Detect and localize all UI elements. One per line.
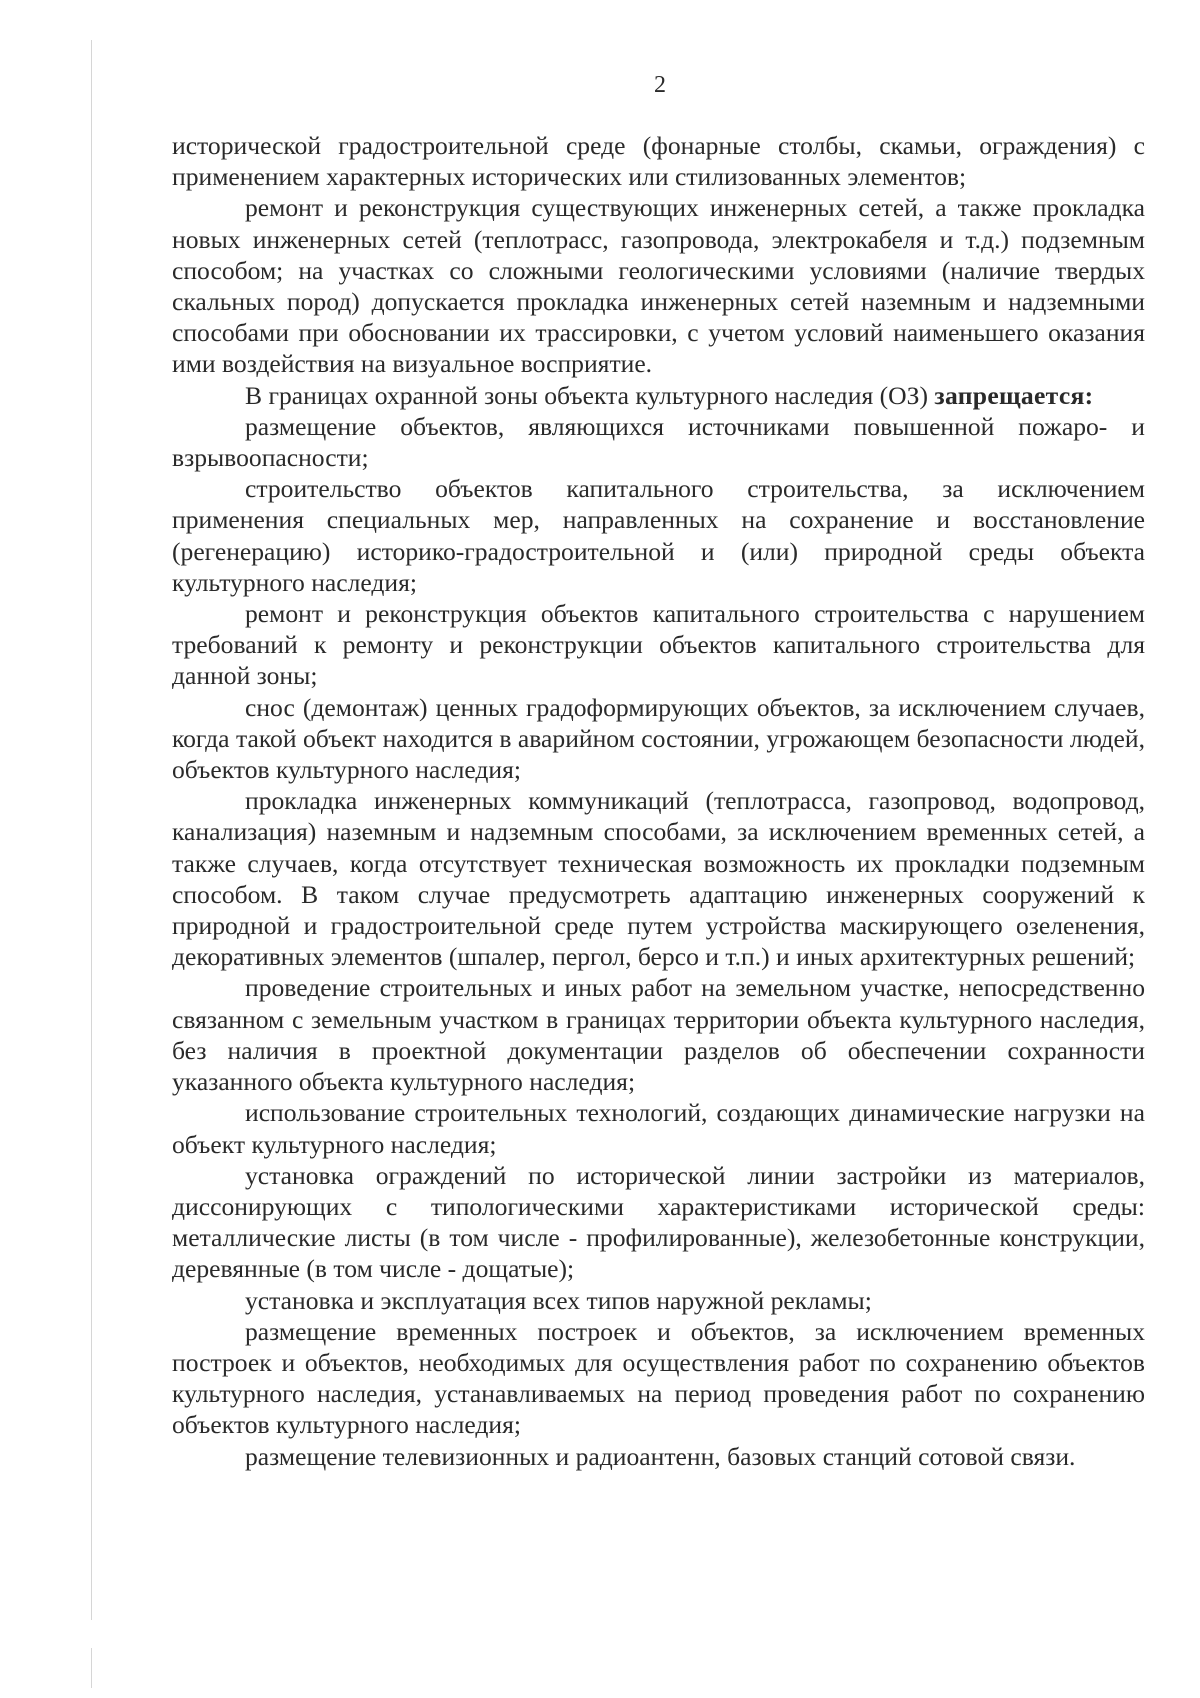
scan-left-edge-line-lower	[91, 1648, 92, 1688]
list-item-advertising: установка и эксплуатация всех типов наружной рекламы;	[245, 1285, 872, 1315]
list-item-fences: установка ограждений по исторической линии застройки из материалов, диссонирующих с типологическими характеристиками исторической среды: металлические листы (в том числе - профилированные), железобетонные конструкции, деревянные (в том числе - дощатые);	[172, 1160, 1145, 1284]
paragraph-continued: исторической градостроительной среде (фонарные столбы, скамьи, ограждения) с применением характерных исторических или стилизованных элементов;	[172, 131, 1145, 192]
list-item-antennas: размещение телевизионных и радиоантенн, базовых станций сотовой связи.	[245, 1441, 1076, 1471]
page-number: 2	[654, 72, 666, 98]
paragraph-zone-heading	[172, 380, 1145, 411]
scan-left-edge-line	[91, 40, 92, 1620]
list-item-capital-construction: строительство объектов капитального строительства, за исключением применения специальных мер, направленных на сохранение и восстановление (регенерацию) историко-градостроительной и (или) природной среды объекта культурного наследия;	[172, 474, 1145, 597]
list-item-temporary-buildings: размещение временных построек и объектов, за исключением временных построек и объектов, необходимых для осуществления работ по сохранению объектов культурного наследия, устанавливаемых на период проведения работ по сохранению объектов культурного наследия;	[172, 1316, 1145, 1440]
zone-heading-text: В границах охранной зоны объекта культурного наследия (ОЗ)	[245, 380, 928, 410]
list-item-demolition: снос (демонтаж) ценных градоформирующих объектов, за исключением случаев, когда такой объект находится в аварийном состоянии, угрожающем безопасности людей, объектов культурного наследия;	[172, 692, 1145, 785]
list-item-dynamic-loads: использование строительных технологий, создающих динамические нагрузки на объект культурного наследия;	[172, 1098, 1145, 1159]
document-body	[172, 130, 1145, 1472]
paragraph-utility-networks: ремонт и реконструкция существующих инженерных сетей, а также прокладка новых инженерных сетей (теплотрасс, газопровода, электрокабеля и т.д.) подземным способом; на участках со сложными геологическими условиями (наличие твердых скальных пород) допускается прокладка инженерных сетей наземным и надземными способами при обосновании их трассировки, с учетом условий наименьшего оказания ими воздействия на визуальное восприятие.	[172, 193, 1145, 379]
list-item-engineering-communications: прокладка инженерных коммуникаций (теплотрасса, газопровод, водопровод, канализация) наземным и надземным способами, за исключением временных сетей, а также случаев, когда отсутствует техническая возможность их прокладки подземным способом. В таком случае предусмотреть адаптацию инженерных сооружений к природной и градостроительной среде путем устройства маскирующего озеленения, декоративных элементов (шпалер, пергол, берсо и т.п.) и иных архитектурных решений;	[172, 786, 1145, 972]
prohibited-label: запрещается:	[934, 380, 1094, 410]
list-item-fire-hazard: размещение объектов, являющихся источниками повышенной пожаро- и взрывоопасности;	[172, 411, 1145, 473]
list-item-construction-works: проведение строительных и иных работ на земельном участке, непосредственно связанном с земельным участком в границах территории объекта культурного наследия, без наличия в проектной документации разделов об обеспечении сохранности указанного объекта культурного наследия;	[172, 973, 1145, 1097]
list-item-repair-reconstruction: ремонт и реконструкция объектов капитального строительства с нарушением требований к ремонту и реконструкции объектов капитального строительства для данной зоны;	[172, 599, 1145, 691]
